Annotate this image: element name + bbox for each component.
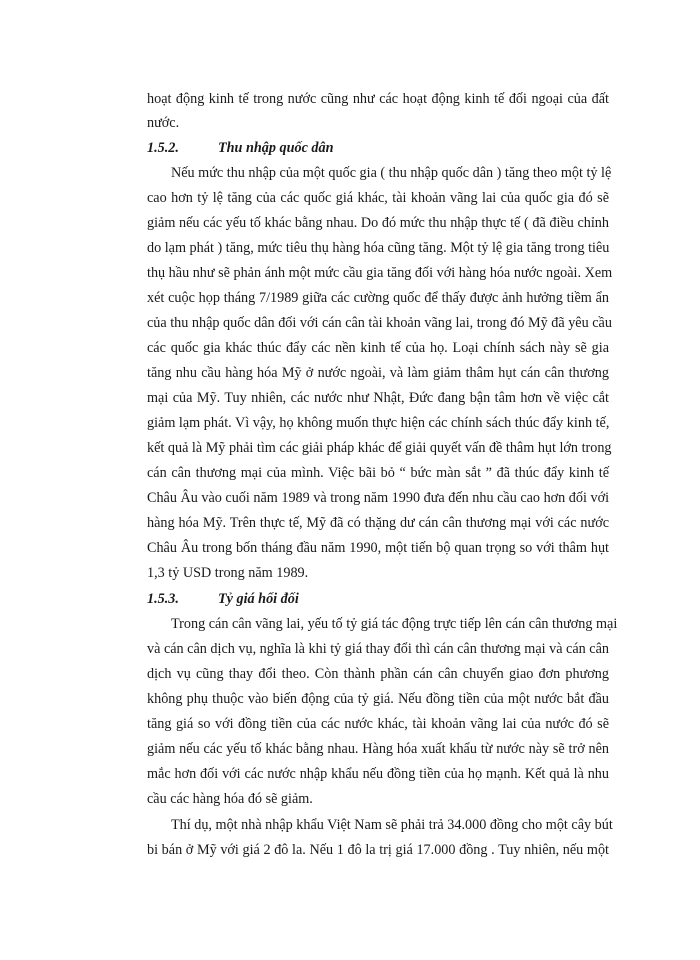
paragraph-line: mại của Mỹ. Tuy nhiên, các nước như Nhật, Đức đang bận tâm hơn về việc cắt (147, 390, 609, 406)
paragraph-line: dịch vụ cũng thay đổi theo. Còn thành phần cán cân chuyển giao đơn phương (147, 666, 609, 682)
paragraph-line: giảm nếu các yếu tố khác bằng nhau. Hàng hóa xuất khẩu từ nước này sẽ trở nên (147, 741, 609, 757)
paragraph-line: và cán cân dịch vụ, nghĩa là khi tỷ giá thay đổi thì cán cân thương mại và cán cân (147, 641, 609, 657)
paragraph-line: giảm nếu các yếu tố khác bằng nhau. Do đó mức thu nhập thực tế ( đã điều chỉnh (147, 215, 609, 231)
paragraph-line: kết quả là Mỹ phải tìm các giải pháp khác để giải quyết vấn đề thâm hụt lớn trong (147, 440, 612, 456)
paragraph-line: Châu Âu vào cuối năm 1989 và trong năm 1990 đưa đến nhu cầu cao hơn đối với (147, 490, 610, 506)
paragraph-line: hoạt động kinh tế trong nước cũng như các hoạt động kinh tế đối ngoại của đất (147, 91, 609, 107)
paragraph-line: nước. (147, 115, 180, 131)
paragraph-line: Trong cán cân vãng lai, yếu tố tỷ giá tác động trực tiếp lên cán cân thương mại (171, 616, 618, 632)
paragraph-line: cán cân thương mại của mình. Việc bãi bỏ “ bức màn sắt ” đã thúc đẩy kinh tế (147, 465, 609, 481)
paragraph-line: Thí dụ, một nhà nhập khẩu Việt Nam sẽ phải trả 34.000 đồng cho một cây bút (171, 817, 613, 833)
section-title-ty-gia-hoi-doi: Tỷ giá hối đối (218, 591, 299, 607)
paragraph-line: tăng giá so với đồng tiền của các nước khác, tài khoản vãng lai của nước đó sẽ (147, 716, 609, 732)
paragraph-line: Nếu mức thu nhập của một quốc gia ( thu nhập quốc dân ) tăng theo một tỷ lệ (171, 165, 612, 181)
section-number-1-5-2: 1.5.2. (147, 140, 179, 156)
paragraph-line: Châu Âu trong bốn tháng đầu năm 1990, một tiến bộ quan trọng so với thâm hụt (147, 540, 609, 556)
paragraph-line: xét cuộc họp tháng 7/1989 giữa các cường quốc để thấy được ảnh hưởng tiềm ẩn (147, 290, 609, 306)
section-title-thu-nhap-quoc-dan: Thu nhập quốc dân (218, 140, 334, 156)
paragraph-line: cao hơn tỷ lệ tăng của các quốc giá khác, tài khoản vãng lai của quốc gia đó sẽ (147, 190, 609, 206)
paragraph-line: hàng hóa Mỹ. Trên thực tế, Mỹ đã có thặng dư cán cân thương mại với các nước (147, 515, 609, 531)
paragraph-line: 1,3 tỷ USD trong năm 1989. (147, 565, 309, 581)
paragraph-line: của thu nhập quốc dân đối với cán cân tài khoản vãng lai, trong đó Mỹ đã yêu cầu (147, 315, 612, 331)
paragraph-line: không phụ thuộc vào biến động của tỷ giá. Nếu đồng tiền của một nước bắt đầu (147, 691, 609, 707)
section-number-1-5-3: 1.5.3. (147, 591, 179, 607)
paragraph-line: giảm lạm phát. Vì vậy, họ không muốn thực hiện các chính sách thúc đẩy kinh tế, (147, 415, 610, 431)
paragraph-line: mắc hơn đối với các nước nhập khẩu nếu đồng tiền của họ mạnh. Kết quả là nhu (147, 766, 609, 782)
paragraph-line: bi bán ở Mỹ với giá 2 đô la. Nếu 1 đô la trị giá 17.000 đồng . Tuy nhiên, nếu một (147, 842, 609, 858)
paragraph-line: thụ hầu như sẽ phản ánh một mức cầu gia tăng đối với hàng hóa nước ngoài. Xem (147, 265, 613, 281)
paragraph-line: do lạm phát ) tăng, mức tiêu thụ hàng hóa cũng tăng. Một tỷ lệ gia tăng trong tiêu (147, 240, 610, 256)
paragraph-line: các quốc gia khác thúc đẩy các nền kinh tế của họ. Loại chính sách này sẽ gia (147, 340, 609, 356)
paragraph-line: tăng nhu cầu hàng hóa Mỹ ở nước ngoài, và làm giảm thâm hụt cán cân thương (147, 365, 609, 381)
paragraph-line: cầu các hàng hóa đó sẽ giảm. (147, 791, 313, 807)
